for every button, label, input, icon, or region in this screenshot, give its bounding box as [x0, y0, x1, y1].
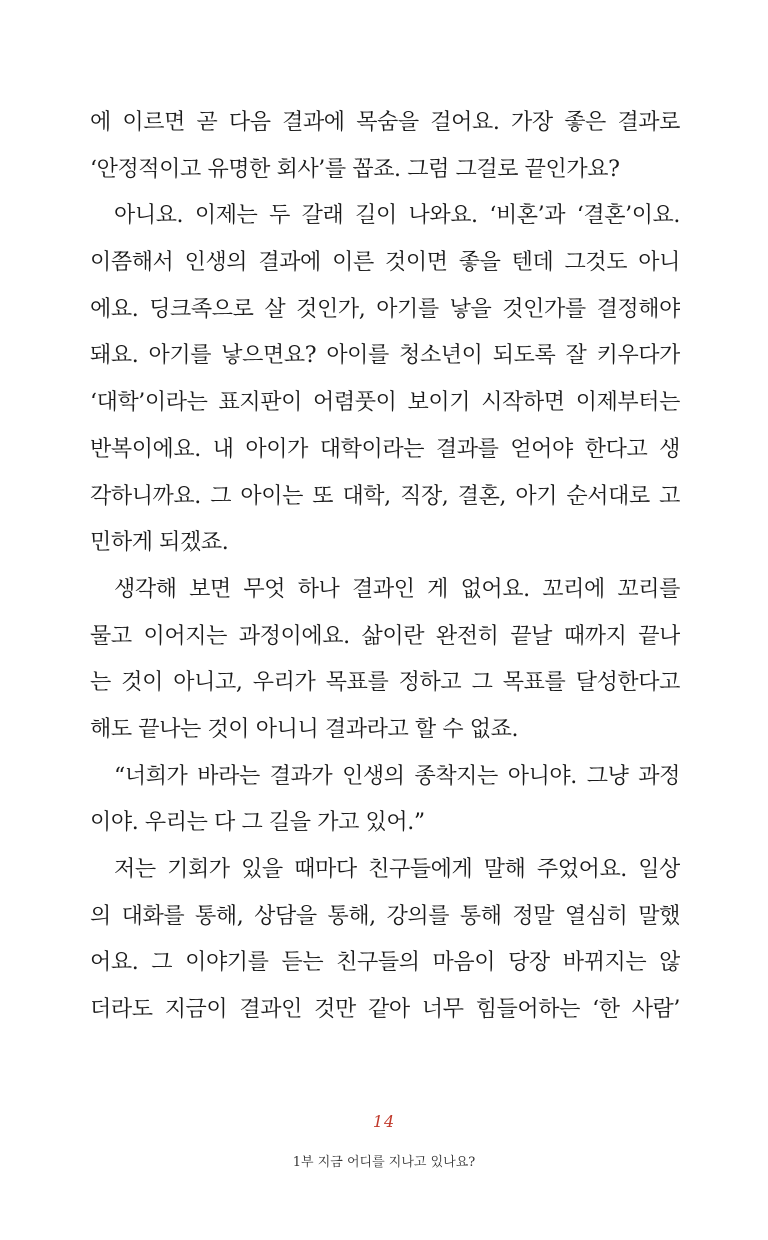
text-line: 이야. 우리는 다 그 길을 가고 있어.” — [90, 810, 425, 836]
text-line: 아니요. 이제는 두 갈래 길이 나와요. ‘비혼’과 ‘결혼’이요. — [114, 203, 680, 229]
text-line: 에 이르면 곧 다음 결과에 목숨을 걸어요. 가장 좋은 결과로 — [90, 110, 680, 135]
page-number: 14 — [372, 1112, 396, 1131]
text-line: 돼요. 아기를 낳으면요? 아이를 청소년이 되도록 잘 키우다가 — [90, 343, 680, 369]
text-line: 어요. 그 이야기를 듣는 친구들의 마음이 당장 바뀌지는 않 — [90, 950, 680, 976]
text-line: 에요. 딩크족으로 살 것인가, 아기를 낳을 것인가를 결정해야 — [90, 296, 680, 322]
page-body — [90, 100, 680, 1034]
text-line: 해도 끝나는 것이 아니니 결과라고 할 수 없죠. — [90, 716, 519, 742]
text-line: 는 것이 아니고, 우리가 목표를 정하고 그 목표를 달성한다고 — [90, 670, 680, 696]
text-line: ‘안정적이고 유명한 회사’를 꼽죠. 그럼 그걸로 끝인가요? — [90, 156, 620, 182]
text-line: 각하니까요. 그 아이는 또 대학, 직장, 결혼, 아기 순서대로 고 — [90, 483, 680, 509]
text-line: 의 대화를 통해, 상담을 통해, 강의를 통해 정말 열심히 말했 — [90, 903, 680, 929]
text-line: ‘대학’이라는 표지판이 어렴풋이 보이기 시작하면 이제부터는 — [90, 390, 680, 416]
text-line: 더라도 지금이 결과인 것만 같아 너무 힘들어하는 ‘한 사람’ — [90, 997, 680, 1023]
text-line: 생각해 보면 무엇 하나 결과인 게 없어요. 꼬리에 꼬리를 — [114, 576, 680, 602]
text-line: 반복이에요. 내 아이가 대학이라는 결과를 얻어야 한다고 생 — [90, 436, 680, 462]
running-footer-title: 1부 지금 어디를 지나고 있나요? — [292, 1155, 476, 1170]
text-line: 물고 이어지는 과정이에요. 삶이란 완전히 끝날 때까지 끝나 — [90, 623, 680, 649]
text-line: 이쯤해서 인생의 결과에 이른 것이면 좋을 텐데 그것도 아니 — [90, 250, 680, 276]
text-line: 민하게 되겠죠. — [90, 530, 229, 556]
text-line: “너희가 바라는 결과가 인생의 종착지는 아니야. 그냥 과정 — [114, 763, 680, 789]
text-line: 저는 기회가 있을 때마다 친구들에게 말해 주었어요. 일상 — [114, 857, 680, 882]
